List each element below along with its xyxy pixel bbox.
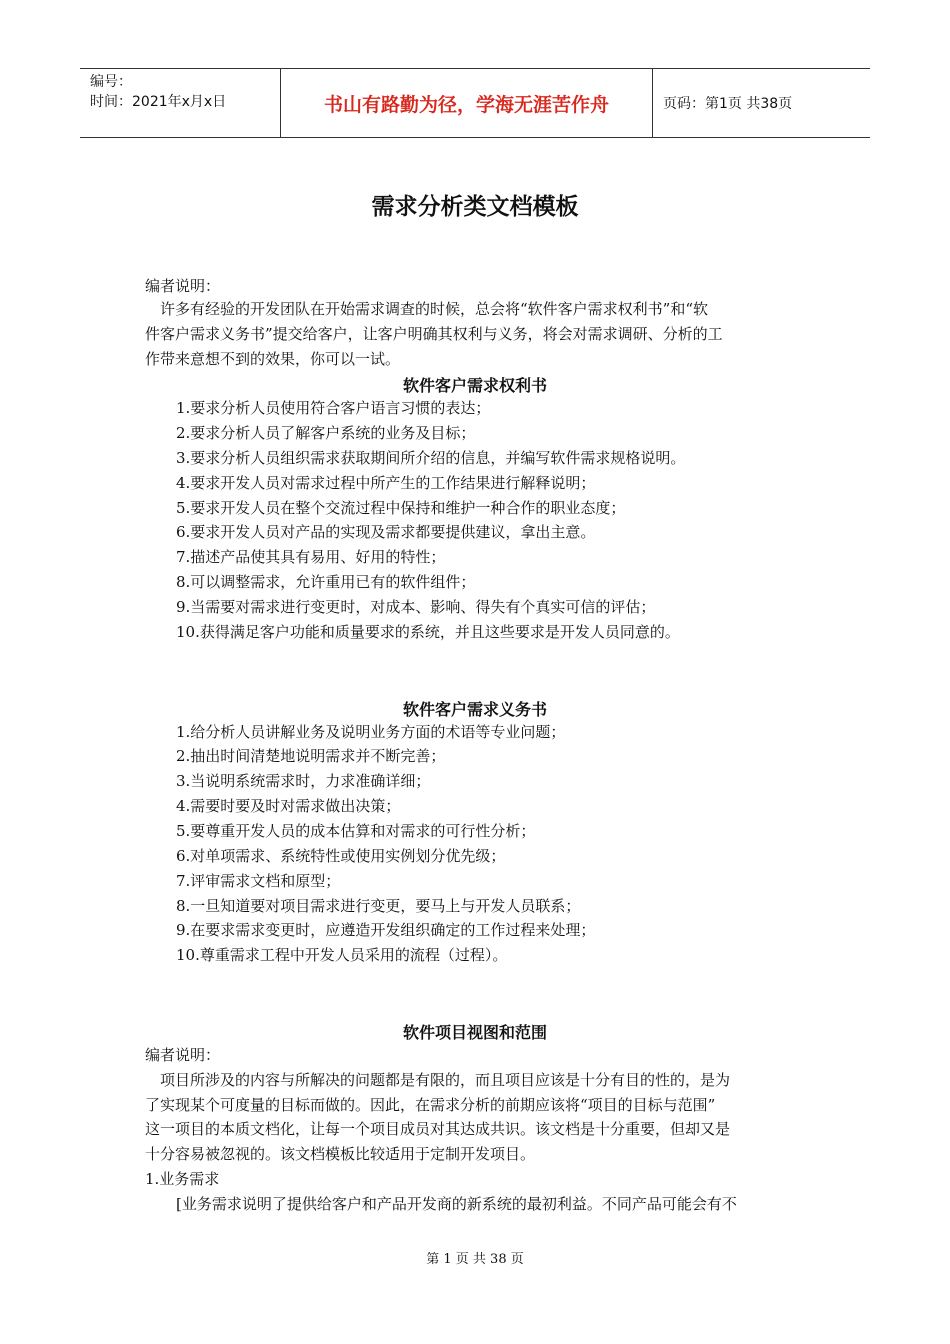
rights-item: 9.当需要对需求进行变更时，对成本、影响、得失有个真实可信的评估； (176, 598, 656, 616)
rights-item: 7.描述产品使其具有易用、好用的特性； (176, 548, 446, 566)
rights-item: 5.要求开发人员在整个交流过程中保持和维护一种合作的职业态度； (176, 499, 626, 517)
rights-item: 2.要求分析人员了解客户系统的业务及目标； (176, 424, 476, 442)
scope-line: 了实现某个可度量的目标而做的。因此，在需求分析的前期应该将“项目的目标与范围” (145, 1096, 716, 1114)
intro-label: 编者说明： (145, 277, 221, 295)
rights-item: 4.要求开发人员对需求过程中所产生的工作结果进行解释说明； (176, 474, 596, 492)
scope-line: 十分容易被忽视的。该文档模板比较适用于定制开发项目。 (145, 1145, 536, 1163)
rights-item: 3.要求分析人员组织需求获取期间所介绍的信息，并编写软件需求规格说明。 (176, 449, 686, 467)
page-header (80, 68, 870, 138)
page-footer: 第 1 页 共 38 页 (426, 1252, 524, 1267)
header-info (80, 69, 281, 137)
rights-item: 10.获得满足客户功能和质量要求的系统，并且这些要求是开发人员同意的。 (176, 623, 680, 641)
intro-line: 许多有经验的开发团队在开始需求调查的时候，总会将“软件客户需求权利书”和“软 (160, 300, 709, 318)
duties-heading: 软件客户需求义务书 (402, 700, 547, 719)
header-page: 页码：第1页 共38页 (663, 96, 793, 112)
scope-line: 项目所涉及的内容与所解决的问题都是有限的，而且项目应该是十分有目的性的，是为 (160, 1071, 731, 1089)
duties-item: 3.当说明系统需求时，力求准确详细； (176, 772, 431, 790)
duties-item: 5.要尊重开发人员的成本估算和对需求的可行性分析； (176, 822, 536, 840)
header-time: 时间：2021年x月x日 (90, 94, 227, 110)
document-title: 需求分析类文档模板 (371, 194, 579, 220)
intro-line: 件客户需求义务书”提交给客户，让客户明确其权利与义务，将会对需求调研、分析的工 (145, 325, 723, 343)
duties-item: 10.尊重需求工程中开发人员采用的流程（过程）。 (176, 946, 508, 964)
rights-item: 1.要求分析人员使用符合客户语言习惯的表达； (176, 399, 491, 417)
duties-item: 4.需要时要及时对需求做出决策； (176, 797, 401, 815)
header-motto: 书山有路勤为径，学海无涯苦作舟 (281, 69, 653, 137)
duties-item: 8.一旦知道要对项目需求进行变更，要马上与开发人员联系； (176, 897, 581, 915)
scope-heading: 软件项目视图和范围 (402, 1023, 547, 1042)
scope-label: 编者说明： (145, 1046, 221, 1064)
duties-item: 9.在要求需求变更时，应遵造开发组织确定的工作过程来处理； (176, 921, 596, 939)
scope-paragraph: [业务需求说明了提供给客户和产品开发商的新系统的最初利益。不同产品可能会有不 (176, 1195, 737, 1213)
duties-item: 1.给分析人员讲解业务及说明业务方面的术语等专业问题； (176, 723, 566, 741)
duties-item: 7.评审需求文档和原型； (176, 872, 341, 890)
intro-line: 作带来意想不到的效果，你可以一试。 (145, 350, 401, 368)
rights-heading: 软件客户需求权利书 (402, 376, 547, 395)
rights-item: 6.要求开发人员对产品的实现及需求都要提供建议，拿出主意。 (176, 523, 596, 541)
header-number: 编号： (90, 74, 132, 90)
scope-section: 1.业务需求 (145, 1170, 220, 1188)
rights-item: 8.可以调整需求，允许重用已有的软件组件； (176, 573, 476, 591)
duties-item: 2.抽出时间清楚地说明需求并不断完善； (176, 747, 446, 765)
scope-line: 这一项目的本质文档化，让每一个项目成员对其达成共识。该文档是十分重要，但却又是 (145, 1120, 731, 1138)
duties-item: 6.对单项需求、系统特性或使用实例划分优先级； (176, 847, 506, 865)
